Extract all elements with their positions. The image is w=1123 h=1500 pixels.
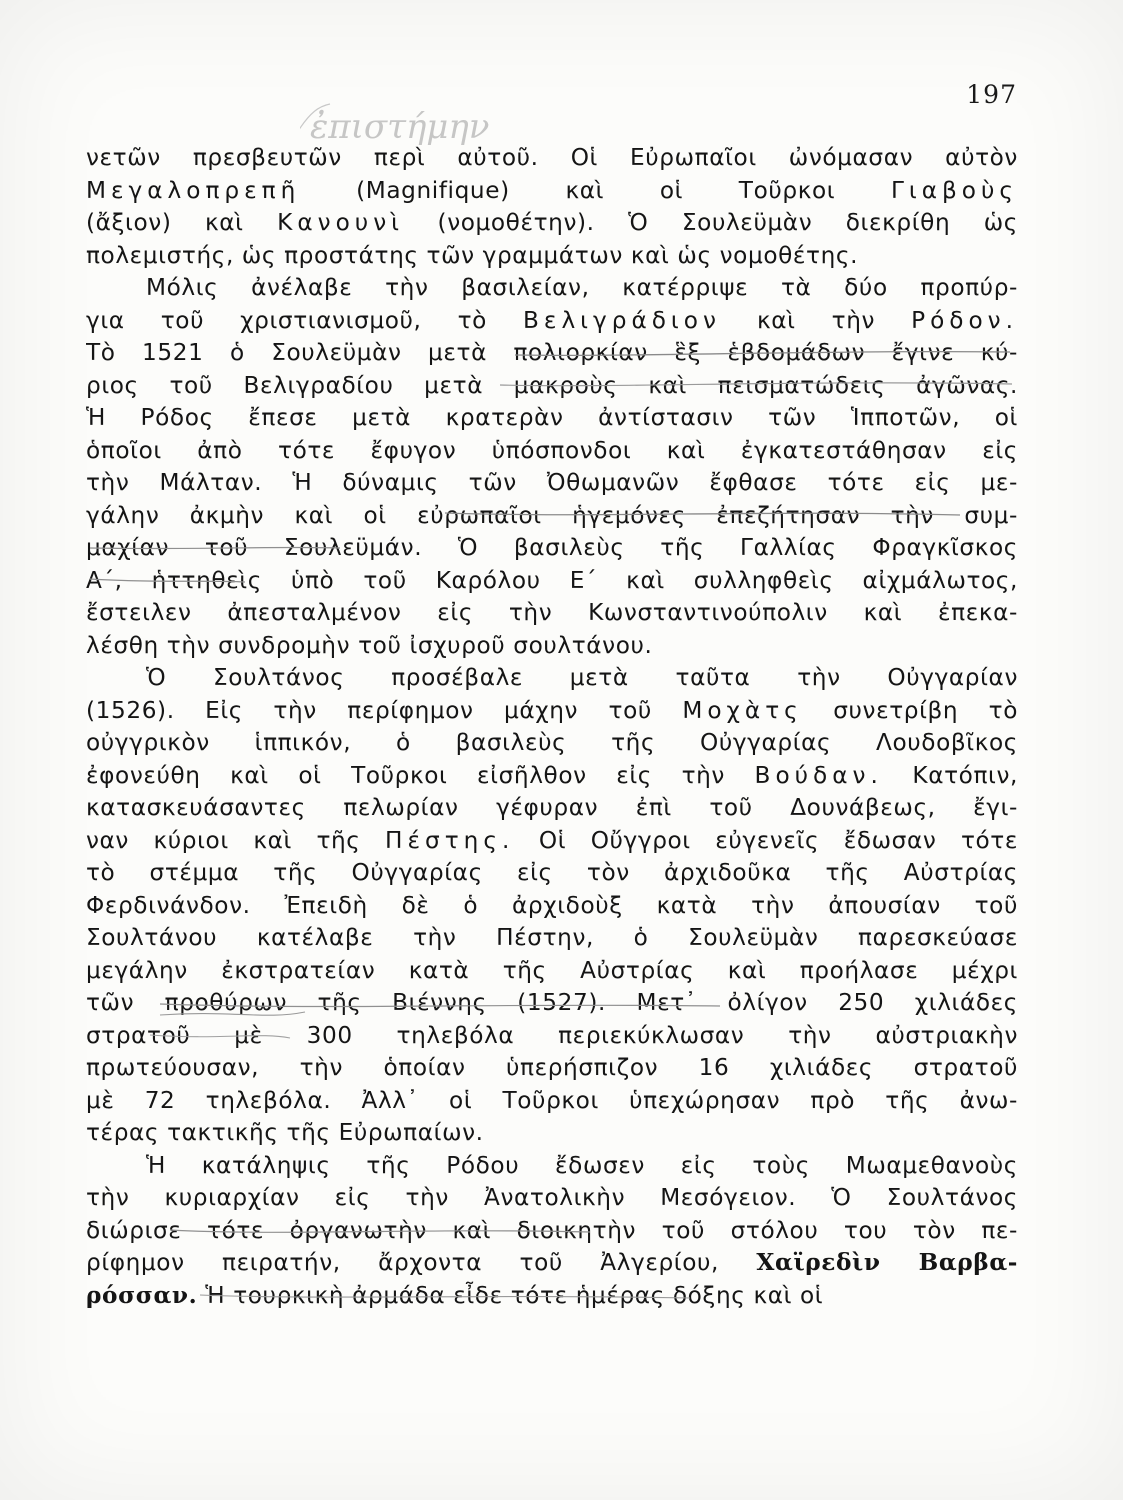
text-segment: ὁποῖοι ἀπὸ τότε ἔφυγον ὑπόσπονδοι καὶ ἐγκατεστάθησαν εἰς — [86, 436, 1018, 464]
handwritten-word: ἐπιστήμην — [310, 107, 490, 147]
text-segment: Γιαβοὺς — [890, 176, 1018, 204]
text-line — [86, 727, 1018, 760]
paragraph — [86, 272, 1018, 662]
text-line — [86, 1117, 1018, 1150]
text-segment: ριος τοῦ Βελιγραδίου μετὰ μακροὺς καὶ πεισματώδεις ἀγῶνας. — [86, 371, 1018, 399]
text-line — [86, 175, 1018, 208]
text-line — [86, 662, 1018, 695]
text-line — [86, 1182, 1018, 1215]
text-line — [86, 1085, 1018, 1118]
text-segment: τὴν κυριαρχίαν εἰς τὴν Ἀνατολικὴν Μεσόγειον. Ὁ Σουλτάνος — [86, 1184, 1018, 1211]
text-line — [86, 500, 1018, 533]
text-segment: Ὁ Σουλτάνος προσέβαλε μετὰ ταῦτα τὴν Οὐγγαρίαν — [146, 664, 1018, 691]
text-line — [86, 435, 1018, 468]
text-line — [86, 142, 1018, 175]
text-segment: Κανουνὶ — [277, 209, 405, 236]
text-line — [86, 825, 1018, 858]
text-segment: Φερδινάνδον. Ἐπειδὴ δὲ ὁ ἀρχιδοὺξ κατὰ τὴν ἀπουσίαν τοῦ — [86, 891, 1018, 919]
text-segment: Βελιγράδιον — [523, 306, 721, 334]
text-segment: Ρόδον. — [911, 306, 1018, 334]
page-number: 197 — [966, 80, 1017, 109]
text-line — [86, 695, 1018, 728]
text-segment: λέσθη τὴν συνδρομὴν τοῦ ἰσχυροῦ σουλτάνου. — [86, 631, 653, 659]
text-line — [86, 1052, 1018, 1085]
paragraph — [86, 142, 1018, 272]
text-segment: Βούδαν. — [754, 761, 883, 789]
text-segment: (ἄξιον) καὶ — [86, 209, 278, 236]
text-line — [86, 272, 1018, 305]
text-line — [86, 922, 1018, 955]
text-segment: Τὸ 1521 ὁ Σουλεϋμὰν μετὰ πολιορκίαν ἓξ ἑβδομάδων ἔγινε κύ- — [86, 339, 1018, 366]
text-segment: διώρισε τότε ὀργανωτὴν καὶ διοικητὴν τοῦ στόλου του τὸν πε- — [86, 1216, 1018, 1244]
text-segment: ἐφονεύθη καὶ οἱ Τοῦρκοι εἰσῆλθον εἰς τὴν — [86, 761, 755, 789]
text-segment: Ἡ Ρόδος ἔπεσε μετὰ κρατερὰν ἀντίστασιν τῶν Ἱπποτῶν, οἱ — [86, 404, 1018, 431]
text-segment: για τοῦ χριστιανισμοῦ, τὸ — [86, 306, 523, 334]
text-segment: μεγάλην ἐκστρατείαν κατὰ τῆς Αὐστρίας καὶ προήλασε μέχρι — [86, 956, 1018, 984]
text-segment: στρατοῦ μὲ 300 τηλεβόλα περιεκύκλωσαν τὴν αὐστριακὴν — [86, 1021, 1018, 1049]
text-line — [86, 597, 1018, 630]
text-line — [86, 630, 1018, 663]
text-segment: Οἱ Οὔγγροι εὐγενεῖς ἔδωσαν τότε — [514, 826, 1018, 854]
text-line — [86, 857, 1018, 890]
text-line — [86, 532, 1018, 565]
text-line — [86, 1215, 1018, 1248]
text-line — [86, 337, 1018, 370]
text-segment: Χαϊρεδὶν Βαρβα- — [756, 1249, 1018, 1276]
text-line — [86, 890, 1018, 923]
text-segment: (Magnifique) καὶ οἱ Τοῦρκοι — [300, 176, 891, 204]
text-segment: καὶ τὴν — [720, 306, 912, 334]
text-segment: Πέστης. — [385, 826, 515, 854]
paragraph — [86, 662, 1018, 1150]
text-segment: ἔστειλεν ἀπεσταλμένον εἰς τὴν Κωνσταντινούπολιν καὶ ἐπεκα- — [86, 599, 1018, 626]
text-segment: (νομοθέτην). Ὁ Σουλεϋμὰν διεκρίθη ὡς — [404, 209, 1018, 236]
text-segment: ρίφημον πειρατήν, ἄρχοντα τοῦ Ἀλγερίου, — [86, 1249, 757, 1276]
text-segment: Μεγαλοπρεπῆ — [86, 176, 301, 204]
text-segment: συνετρίβη τὸ — [802, 696, 1018, 724]
text-line — [86, 760, 1018, 793]
text-line — [86, 402, 1018, 435]
text-line — [86, 1280, 1018, 1313]
text-line — [86, 305, 1018, 338]
text-segment: γάλην ἀκμὴν καὶ οἱ εὐρωπαῖοι ἡγεμόνες ἐπεζήτησαν τὴν συμ- — [86, 501, 1018, 529]
text-segment: πολεμιστής, ὡς προστάτης τῶν γραμμάτων καὶ ὡς νομοθέτης. — [86, 241, 859, 269]
text-segment: μὲ 72 τηλεβόλα. Ἀλλ᾽ οἱ Τοῦρκοι ὑπεχώρησαν πρὸ τῆς ἀνω- — [86, 1086, 1018, 1114]
text-segment: ναν κύριοι καὶ τῆς — [86, 826, 386, 854]
text-line — [86, 1247, 1018, 1280]
text-line — [86, 955, 1018, 988]
text-line — [86, 565, 1018, 598]
text-segment: τῶν προθύρων τῆς Βιέννης (1527). Μετ᾽ ὀλίγον 250 χιλιάδες — [86, 989, 1018, 1016]
body-text — [86, 142, 1018, 1312]
text-line — [86, 1150, 1018, 1183]
text-segment: Α΄, ἡττηθεὶς ὑπὸ τοῦ Καρόλου Ε΄ καὶ συλληφθεὶς αἰχμάλωτος, — [86, 566, 1018, 594]
text-line — [86, 467, 1018, 500]
text-line — [86, 792, 1018, 825]
text-segment: Μοχὰτς — [682, 696, 803, 724]
text-line — [86, 240, 1018, 273]
text-segment: (1526). Εἰς τὴν περίφημον μάχην τοῦ — [86, 696, 683, 724]
text-segment: Ἡ κατάληψις τῆς Ρόδου ἔδωσεν εἰς τοὺς Μωαμεθανοὺς — [146, 1151, 1018, 1179]
text-segment: Μόλις ἀνέλαβε τὴν βασιλείαν, κατέρριψε τὰ δύο προπύρ- — [146, 274, 1018, 301]
text-segment: Σουλτάνου κατέλαβε τὴν Πέστην, ὁ Σουλεϋμὰν παρεσκεύασε — [86, 924, 1018, 951]
text-segment: ρόσσαν. — [86, 1281, 198, 1309]
text-segment: οὐγγρικὸν ἱππικόν, ὁ βασιλεὺς τῆς Οὐγγαρίας Λουδοβῖκος — [86, 729, 1018, 756]
text-segment: τέρας τακτικῆς τῆς Εὐρωπαίων. — [86, 1119, 484, 1146]
text-segment: Κατόπιν, — [882, 761, 1018, 789]
text-segment: μαχίαν τοῦ Σουλεϋμάν. Ὁ βασιλεὺς τῆς Γαλλίας Φραγκῖσκος — [86, 534, 1018, 561]
text-segment: πρωτεύουσαν, τὴν ὁποίαν ὑπερήσπιζον 16 χιλιάδες στρατοῦ — [86, 1054, 1018, 1081]
text-segment: νετῶν πρεσβευτῶν περὶ αὐτοῦ. Οἱ Εὐρωπαῖοι ὠνόμασαν αὐτὸν — [86, 144, 1018, 171]
text-line — [86, 370, 1018, 403]
text-line — [86, 987, 1018, 1020]
text-segment: τὴν Μάλταν. Ἡ δύναμις τῶν Ὀθωμανῶν ἔφθασε τότε εἰς με- — [86, 469, 1018, 496]
text-segment: κατασκευάσαντες πελωρίαν γέφυραν ἐπὶ τοῦ Δουνάβεως, ἔγι- — [86, 794, 1018, 821]
text-line — [86, 207, 1018, 240]
text-line — [86, 1020, 1018, 1053]
paragraph — [86, 1150, 1018, 1313]
text-segment: τὸ στέμμα τῆς Οὐγγαρίας εἰς τὸν ἀρχιδοῦκα τῆς Αὐστρίας — [86, 859, 1018, 886]
text-segment: Ἡ τουρκικὴ ἀρμάδα εἶδε τότε ἡμέρας δόξης καὶ οἱ — [197, 1281, 824, 1309]
